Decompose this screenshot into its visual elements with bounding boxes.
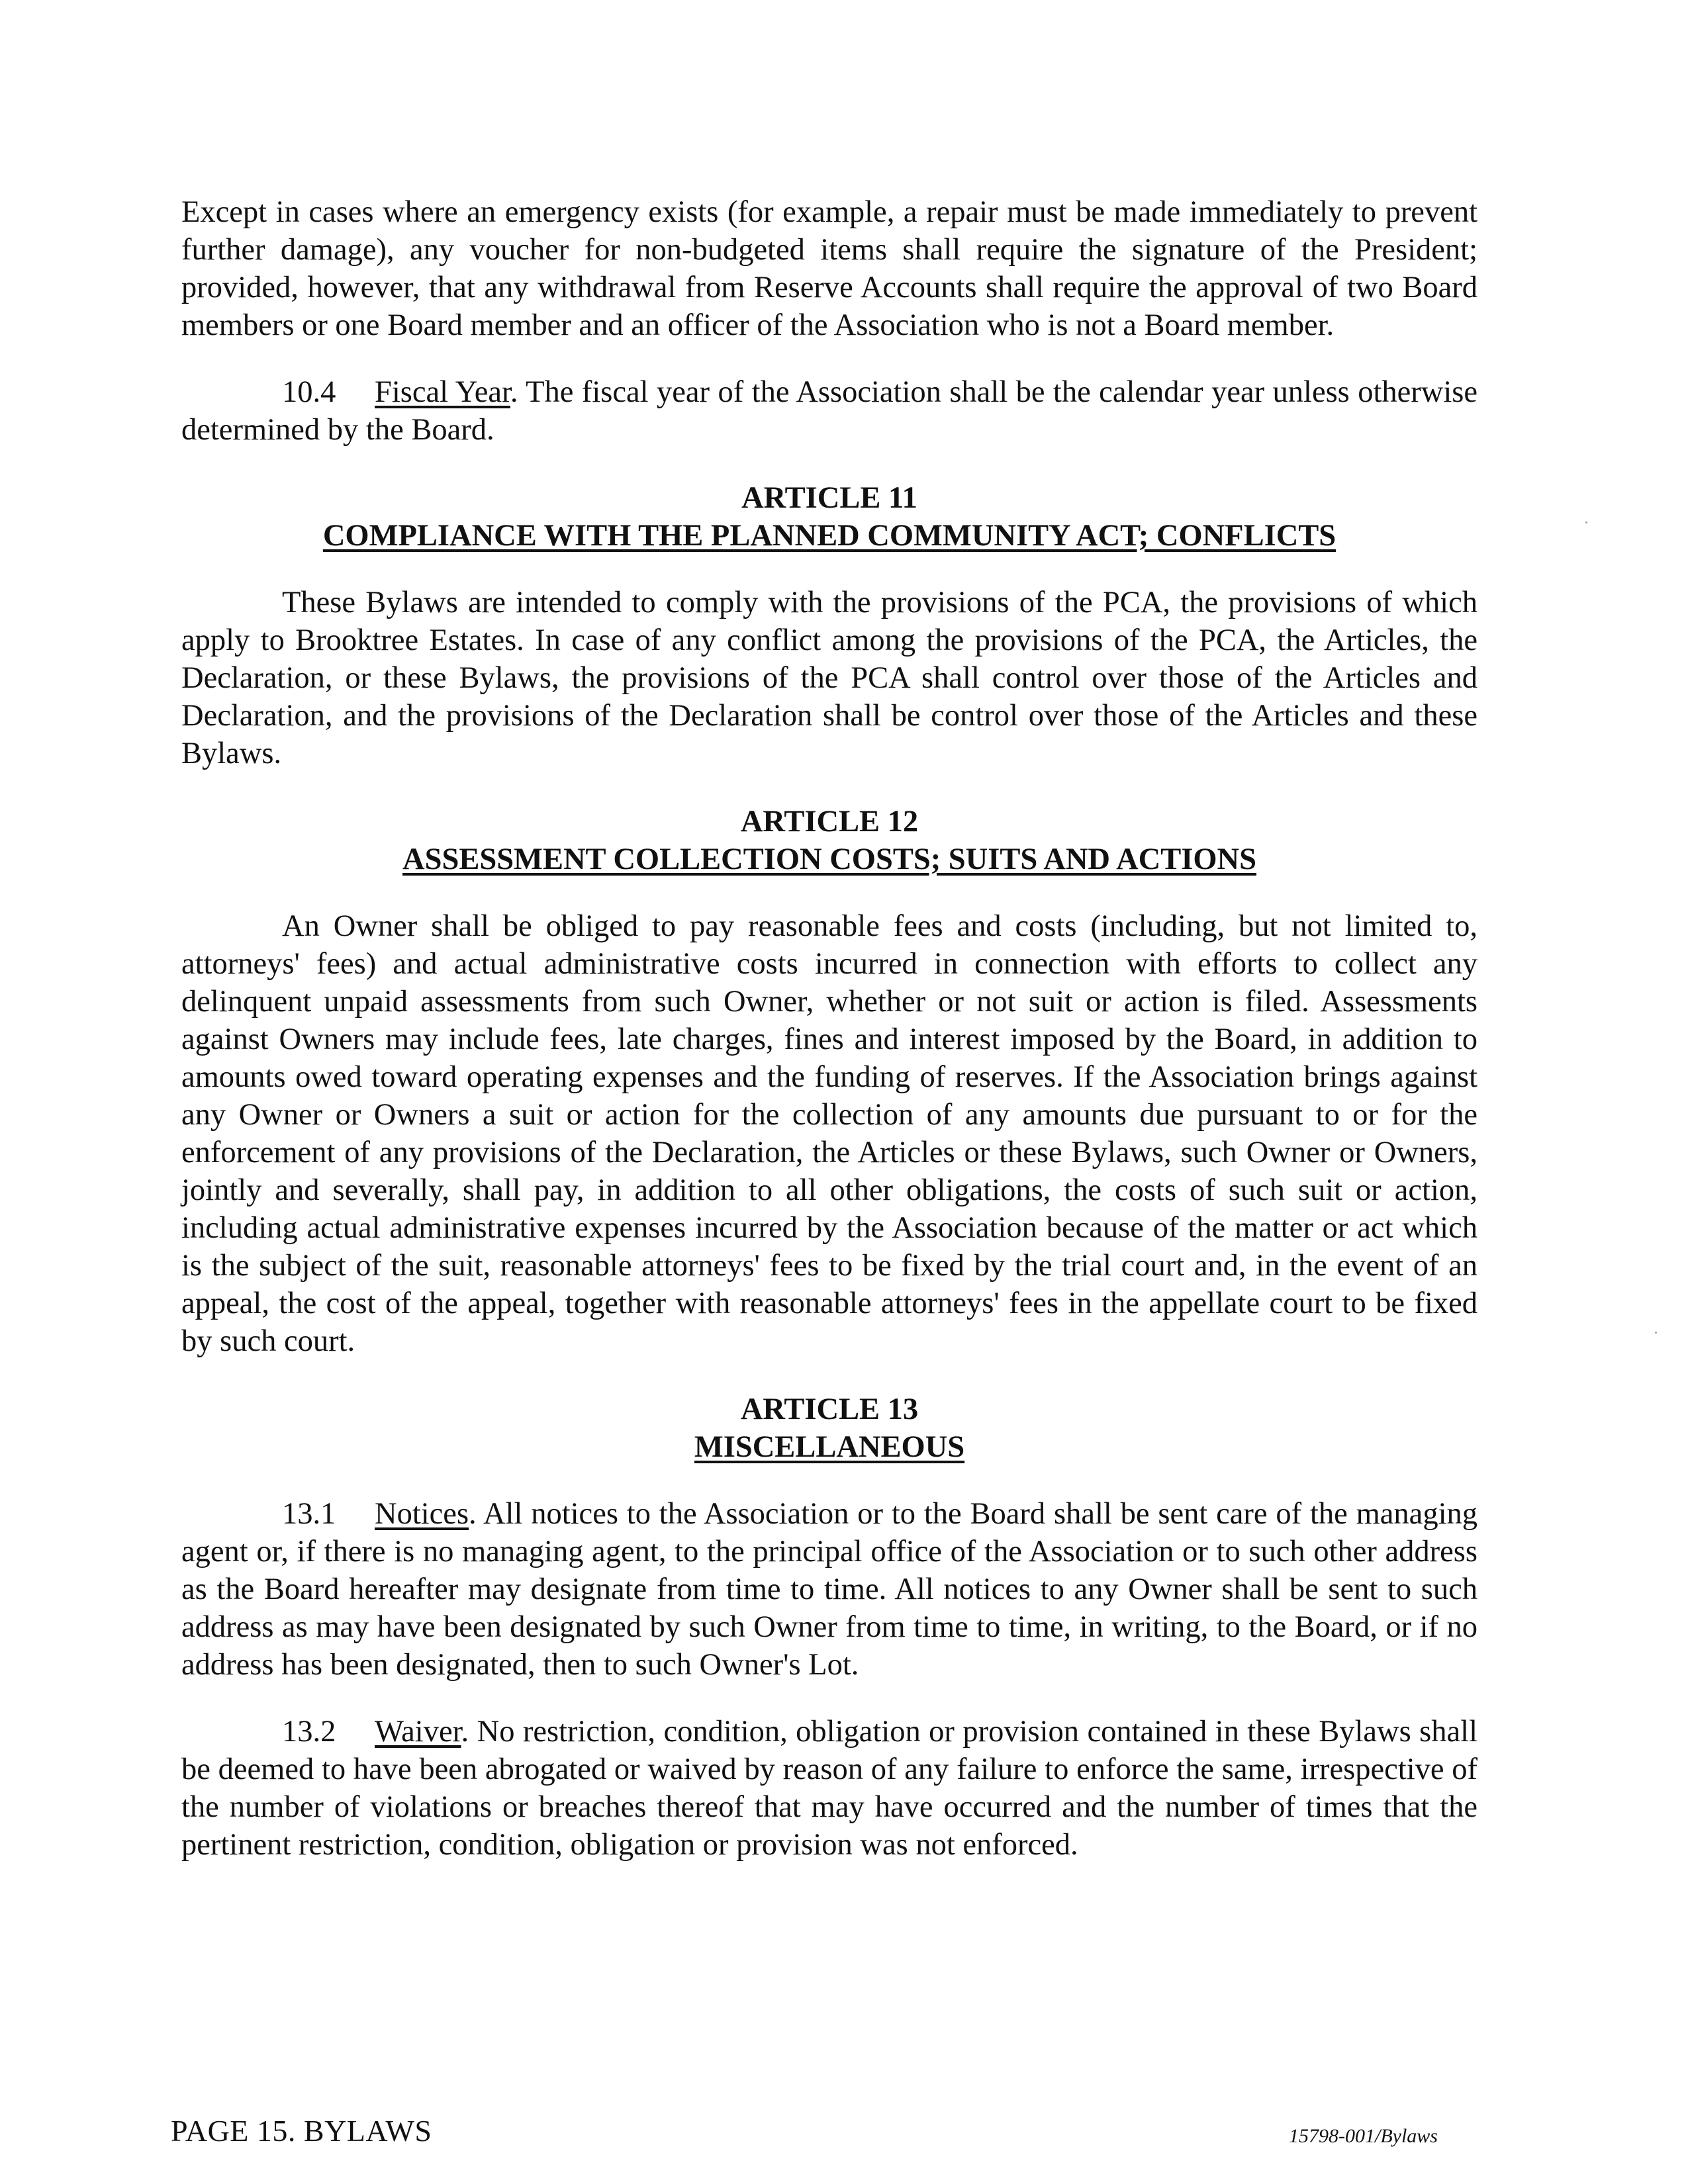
scan-speck	[1585, 522, 1587, 523]
article-number: ARTICLE 11	[741, 481, 917, 515]
section-13-2	[181, 1713, 1477, 1864]
section-text: . No restriction, condition, obligation or provision contained in these Bylaws shall be deemed to have been abrogated or waived by reason of any failure to enforce the same, irrespective of the number of violations or breaches thereof that may have occurred and the number of times that the pertinent restriction, condition, obligation or provision was not enforced.	[181, 1715, 1477, 1862]
article-title: COMPLIANCE WITH THE PLANNED COMMUNITY ACT; CONFLICTS	[322, 519, 1336, 553]
section-number: 13.2	[282, 1715, 336, 1749]
article-11-heading	[181, 479, 1477, 555]
section-title: Fiscal Year	[375, 375, 510, 409]
section-text: . All notices to the Association or to the Board shall be sent care of the managing agent or, if there is no managing agent, to the principal office of the Association or to such other address as the Board hereafter may designate from time to time. All notices to any Owner shall be sent to such address as may have been designated by such Owner from time to time, in writing, to the Board, or if no address has been designated, then to such Owner's Lot.	[181, 1497, 1477, 1682]
article-12-text: An Owner shall be obliged to pay reasonable fees and costs (including, but not limited to, attorneys' fees) and actual administrative costs incurred in connection with efforts to collect any delinquent unpaid assessments from such Owner, whether or not suit or action is filed. Assessments against Owners may include fees, late charges, fines and interest imposed by the Board, in addition to amounts owed toward operating expenses and the funding of reserves. If the Association brings against any Owner or Owners a suit or action for the collection of any amounts due pursuant to or for the enforcement of any provisions of the Declaration, the Articles or these Bylaws, such Owner or Owners, jointly and severally, shall pay, in addition to all other obligations, the costs of such suit or action, including actual administrative expenses incurred by the Association because of the matter or act which is the subject of the suit, reasonable attorneys' fees to be fixed by the trial court and, in the event of an appeal, the cost of the appeal, together with reasonable attorneys' fees in the appellate court to be fixed by such court.	[181, 909, 1477, 1358]
page-body	[181, 193, 1477, 1864]
section-title: Waiver	[375, 1715, 461, 1749]
scan-speck	[1655, 1332, 1657, 1334]
article-13-heading	[181, 1390, 1477, 1466]
footer-page-label: PAGE 15. BYLAWS	[171, 2114, 432, 2148]
section-10-4	[181, 373, 1477, 449]
section-number: 10.4	[282, 375, 336, 409]
article-title: MISCELLANEOUS	[694, 1430, 965, 1464]
article-12-heading	[181, 803, 1477, 878]
footer-doc-id: 15798-001/Bylaws	[1289, 2125, 1438, 2147]
article-11-text: These Bylaws are intended to comply with the provisions of the PCA, the provisions of which apply to Brooktree Estates. In case of any conflict among the provisions of the PCA, the Articles, the Declaration, or these Bylaws, the provisions of the PCA shall control over those of the Articles and Declaration, and the provisions of the Declaration shall be control over those of the Articles and these Bylaws.	[181, 586, 1477, 770]
section-number: 13.1	[282, 1497, 336, 1531]
section-text: . The fiscal year of the Association shall be the calendar year unless otherwise determined by the Board.	[181, 375, 1477, 447]
intro-paragraph: Except in cases where an emergency exists (for example, a repair must be made immediately to prevent further damage), any voucher for non-budgeted items shall require the signature of the President; provided, however, that any withdrawal from Reserve Accounts shall require the approval of two Board members or one Board member and an officer of the Association who is not a Board member.	[181, 195, 1477, 342]
section-title: Notices	[375, 1497, 469, 1531]
section-13-1	[181, 1495, 1477, 1684]
article-title: ASSESSMENT COLLECTION COSTS; SUITS AND ACTIONS	[402, 842, 1256, 876]
article-number: ARTICLE 12	[740, 805, 919, 839]
article-number: ARTICLE 13	[740, 1392, 919, 1426]
